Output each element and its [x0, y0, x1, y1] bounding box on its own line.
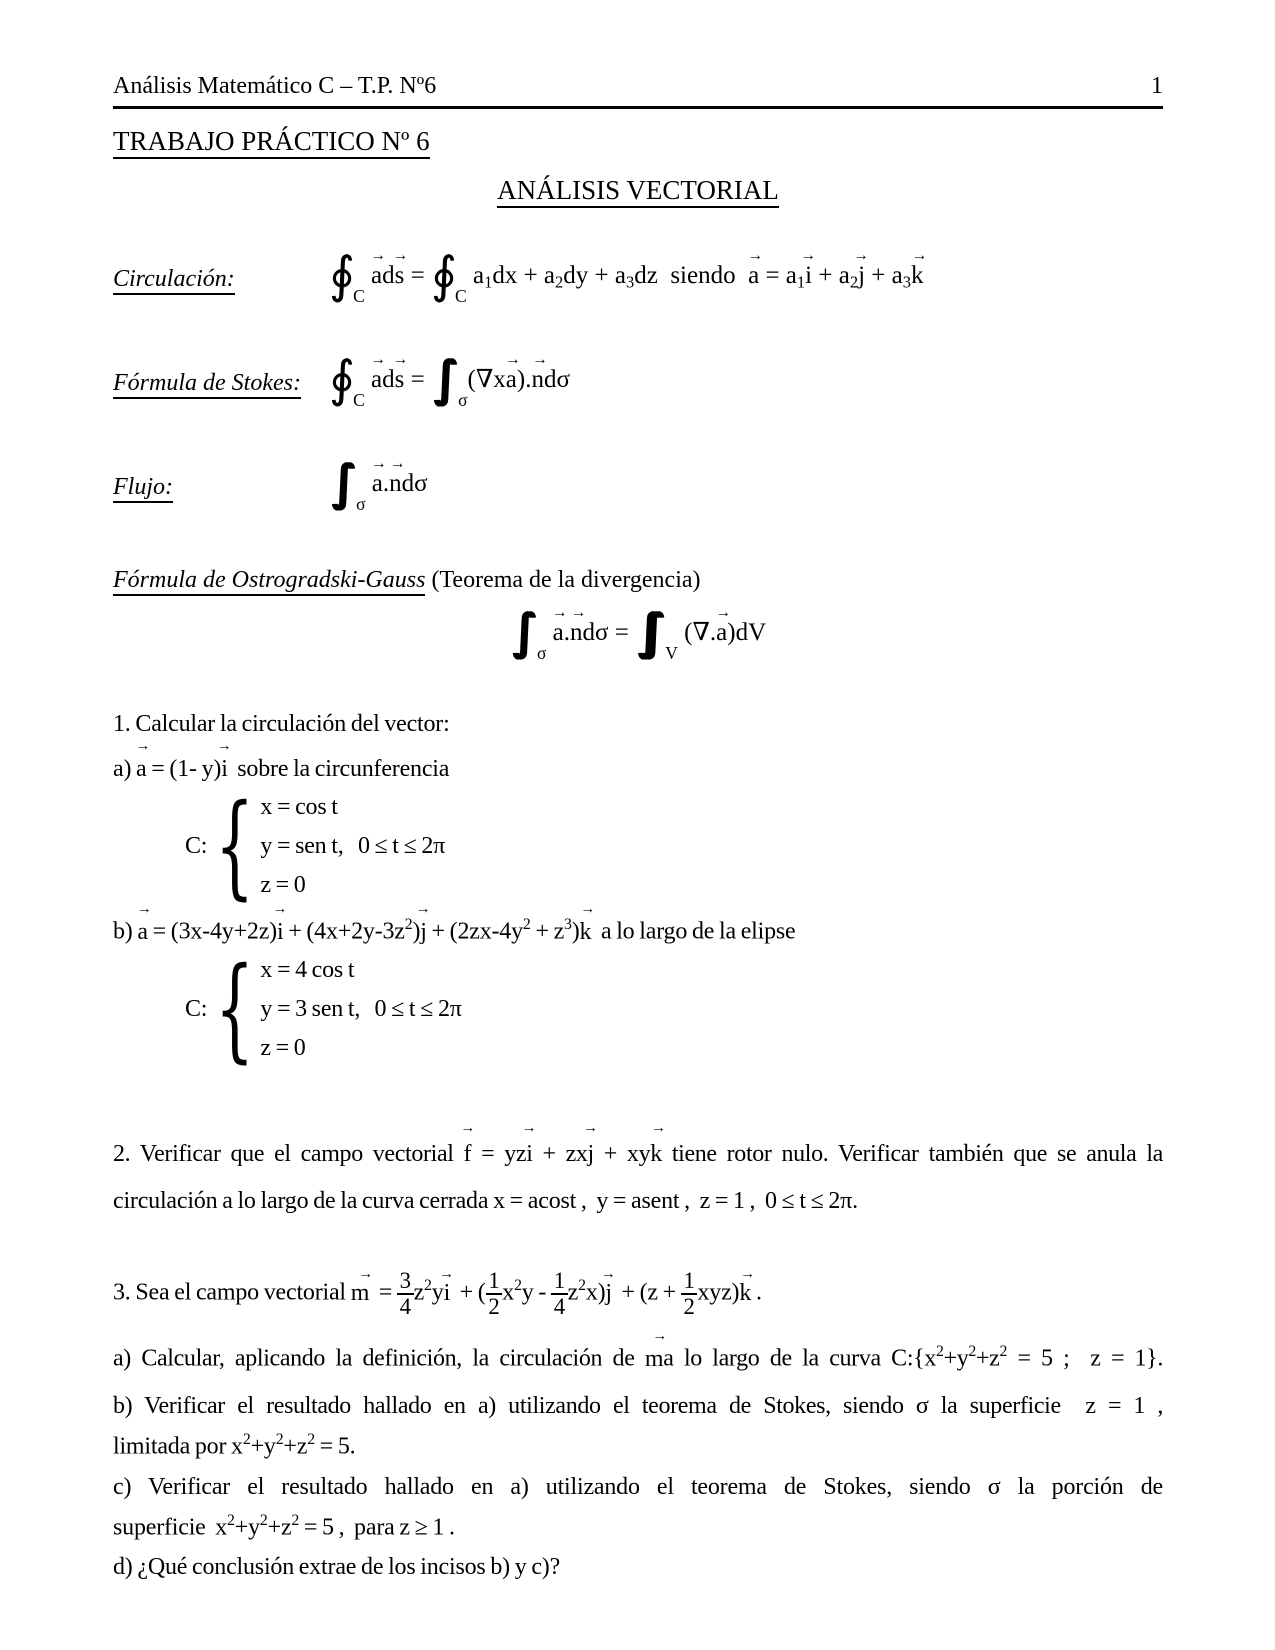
gauss-heading-note: (Teorema de la divergencia): [425, 567, 701, 594]
definition-label: Fórmula de Stokes:: [113, 367, 329, 399]
system-equations: [260, 790, 445, 902]
system-equations: [260, 953, 461, 1065]
curve-system-b: [185, 944, 1163, 1075]
header-rule: [113, 106, 1163, 109]
exercise-2: [113, 1119, 1163, 1225]
circulacion-formula: $∮_C$ → ad → $s = ∮_C$ a1dx + a2dy + a3dz siendo → a = a1 → i + a2 → j + a3 → k: [329, 245, 928, 307]
system-line: y = sen t, 0 ≤ t ≤ 2π: [260, 833, 446, 860]
system-line: z = 0: [260, 872, 306, 899]
exercise-3-item-a: a) Calcular, aplicando la definición, la circulación de → ma lo largo de la curva $C:\{x^2+y^2+z^2 = 5$ ; z = 1}.: [113, 1327, 1163, 1372]
exercise-1-item-b: b) → a = (3x-4y+2z) → $i + (4x+2y-3z^2)$ → $j + (2zx-4y^2 + z^3)$ → k a lo largo de la elipse: [113, 901, 796, 945]
exercise-2-line-1: 2. Verificar que el campo vectorial → f = yz → i + zx → j + xy → k tiene rotor nulo. Verificar también que se anula la: [113, 1119, 1163, 1168]
header-course: Análisis Matemático C – T.P. Nº6: [113, 73, 437, 99]
exercise-3-intro: 3. Sea el campo vectorial → m = $\frac{3}{4}$ $z^2y$ → i + ( $\frac{1}{2}$ $x^2y$ - $\frac{1}{4}$ $z^2x$) → j + (z + $\frac{1}{2}$ xyz) → k .: [113, 1265, 762, 1320]
exercise-2-line-2: circulación a lo largo de la curva cerrada x = acost , y = asent , z = 1 , 0 ≤ t ≤ 2π.: [113, 1188, 858, 1215]
practice-title-text: TRABAJO PRÁCTICO Nº 6: [113, 126, 430, 159]
system-label: C:: [185, 996, 208, 1022]
definition-label: Flujo:: [113, 471, 329, 503]
exercise-3-item-c: [113, 1471, 1163, 1545]
curve-system-a: [185, 781, 1163, 912]
flujo-formula: ∫∫ $_\sigma$ → a. → ndσ: [329, 453, 428, 515]
gauss-formula-line: [113, 602, 1163, 666]
system-line: y = 3 sen t, 0 ≤ t ≤ 2π: [260, 996, 462, 1023]
exercise-1: [113, 708, 1163, 1075]
exercise-3-item-c-line-2: superficie $x^2+y^2+z^2 = 5$ , para z ≥ 1 .: [113, 1512, 455, 1541]
section-subtitle-text: ANÁLISIS VECTORIAL: [497, 175, 779, 208]
system-brace: {: [215, 781, 255, 912]
system-line: x = cos t: [260, 794, 338, 821]
gauss-formula: ∫∫ $_\sigma$ → a. → ndσ = ∫∫∫ $_V$ (∇. → a)dV: [509, 602, 767, 663]
system-line: z = 0: [260, 1035, 306, 1062]
exercise-1-item-a: a) → a = (1- y) → i sobre la circunferencia: [113, 738, 450, 782]
system-brace: {: [215, 944, 255, 1075]
header-page-number: 1: [1151, 73, 1163, 99]
exercise-3-item-b-line-2: limitada por $x^2+y^2+z^2 = 5$.: [113, 1430, 356, 1460]
gauss-heading-label: Fórmula de Ostrogradski-Gauss: [113, 567, 425, 596]
definition-stokes: [113, 350, 1163, 416]
exercise-3-item-b: [113, 1390, 1163, 1464]
exercise-3-item-d: d) ¿Qué conclusión extrae de los incisos b) y c)?: [113, 1553, 561, 1580]
page-header: [113, 70, 1163, 102]
system-label: C:: [185, 833, 208, 860]
stokes-formula: $∮_C$ → ad → s = ∫∫ $_\sigma$(∇x → a). → ndσ: [329, 349, 570, 411]
section-subtitle: [113, 172, 1163, 208]
definition-circulacion: [113, 246, 1163, 312]
gauss-heading: [113, 564, 1163, 596]
definition-flujo: [113, 454, 1163, 520]
definition-label: Circulación:: [113, 263, 329, 295]
system-line: x = 4 cos t: [260, 957, 355, 984]
exercise-3-item-c-line-1: c) Verificar el resultado hallado en a) utilizando el teorema de Stokes, siendo σ la porción de: [113, 1474, 1163, 1501]
practice-title: [113, 123, 1163, 159]
exercise-3-item-b-line-1: b) Verificar el resultado hallado en a) utilizando el teorema de Stokes, siendo σ la superficie z = 1 ,: [113, 1392, 1163, 1419]
exercise-1-intro: 1. Calcular la circulación del vector:: [113, 710, 450, 737]
